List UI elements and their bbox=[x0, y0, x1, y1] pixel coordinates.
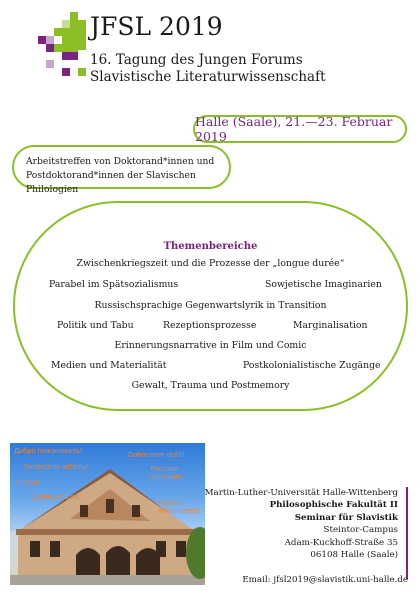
themes-heading: Themenbereiche bbox=[163, 241, 258, 252]
theme-item: Erinnerungsnarrative in Film und Comic bbox=[114, 340, 307, 351]
greeting: Ласкаво просимо! bbox=[150, 465, 183, 481]
audience-line-2: Postdoktorand*innen der Slavischen Philologien bbox=[26, 170, 196, 195]
conference-subtitle bbox=[90, 52, 326, 86]
city-address: 06108 Halle (Saale) bbox=[310, 550, 398, 561]
greeting: Vítejte! bbox=[16, 479, 41, 487]
greeting: Добро пожаловать! bbox=[14, 447, 83, 455]
theme-item: Parabel im Spätsozialismus bbox=[49, 279, 179, 290]
campus-name: Steintor-Campus bbox=[323, 525, 398, 536]
conference-title: JFSL 2019 bbox=[90, 12, 223, 41]
theme-item: Postkolonialistische Zugänge bbox=[243, 360, 381, 371]
audience-line-1: Arbeitstreffen von Doktorand*innen und bbox=[26, 156, 215, 167]
faculty-name: Philosophische Fakultät II bbox=[269, 500, 398, 511]
date-location: Halle (Saale), 21.—23. Februar 2019 bbox=[195, 114, 393, 144]
contact-email[interactable]: Email: jfsl2019@slavistik.uni-halle.de bbox=[242, 575, 408, 585]
theme-item: Marginalisation bbox=[293, 320, 368, 331]
address-block bbox=[198, 487, 408, 579]
university-name: Martin-Luther-Universität Halle-Wittenberg bbox=[204, 488, 398, 498]
street-address: Adam-Kuckhoff-Straße 35 bbox=[284, 537, 398, 548]
audience-pill bbox=[12, 145, 231, 195]
theme-item: Russischsprachige Gegenwartslyrik in Transition bbox=[94, 300, 327, 311]
theme-item: Zwischenkriegszeit und die Prozesse der „longue durée“ bbox=[76, 258, 345, 269]
greeting: Добре дошли! bbox=[32, 493, 82, 501]
logo-pixel-mark bbox=[38, 12, 88, 76]
date-location-pill bbox=[193, 115, 407, 143]
subtitle-line-1: 16. Tagung des Jungen Forums bbox=[90, 52, 303, 68]
greeting: Serdecznie witamy! bbox=[24, 463, 90, 471]
theme-item: Gewalt, Trauma und Postmemory bbox=[131, 380, 290, 391]
subtitle-line-2: Slavistische Literaturwissenschaft bbox=[90, 69, 326, 85]
university-building-photo bbox=[10, 443, 205, 585]
greeting: Dobro nam došli! bbox=[128, 451, 185, 459]
themes-pill bbox=[13, 201, 408, 411]
seminar-name: Seminar für Slavistik bbox=[294, 512, 398, 523]
theme-item: Rezeptionsprozesse bbox=[163, 320, 257, 331]
theme-item: Sowjetische Imaginarien bbox=[265, 279, 382, 290]
theme-item: Politik und Tabu bbox=[57, 320, 134, 331]
theme-item: Medien und Materialität bbox=[51, 360, 167, 371]
greeting: Herzlich willkommen! bbox=[158, 499, 201, 515]
